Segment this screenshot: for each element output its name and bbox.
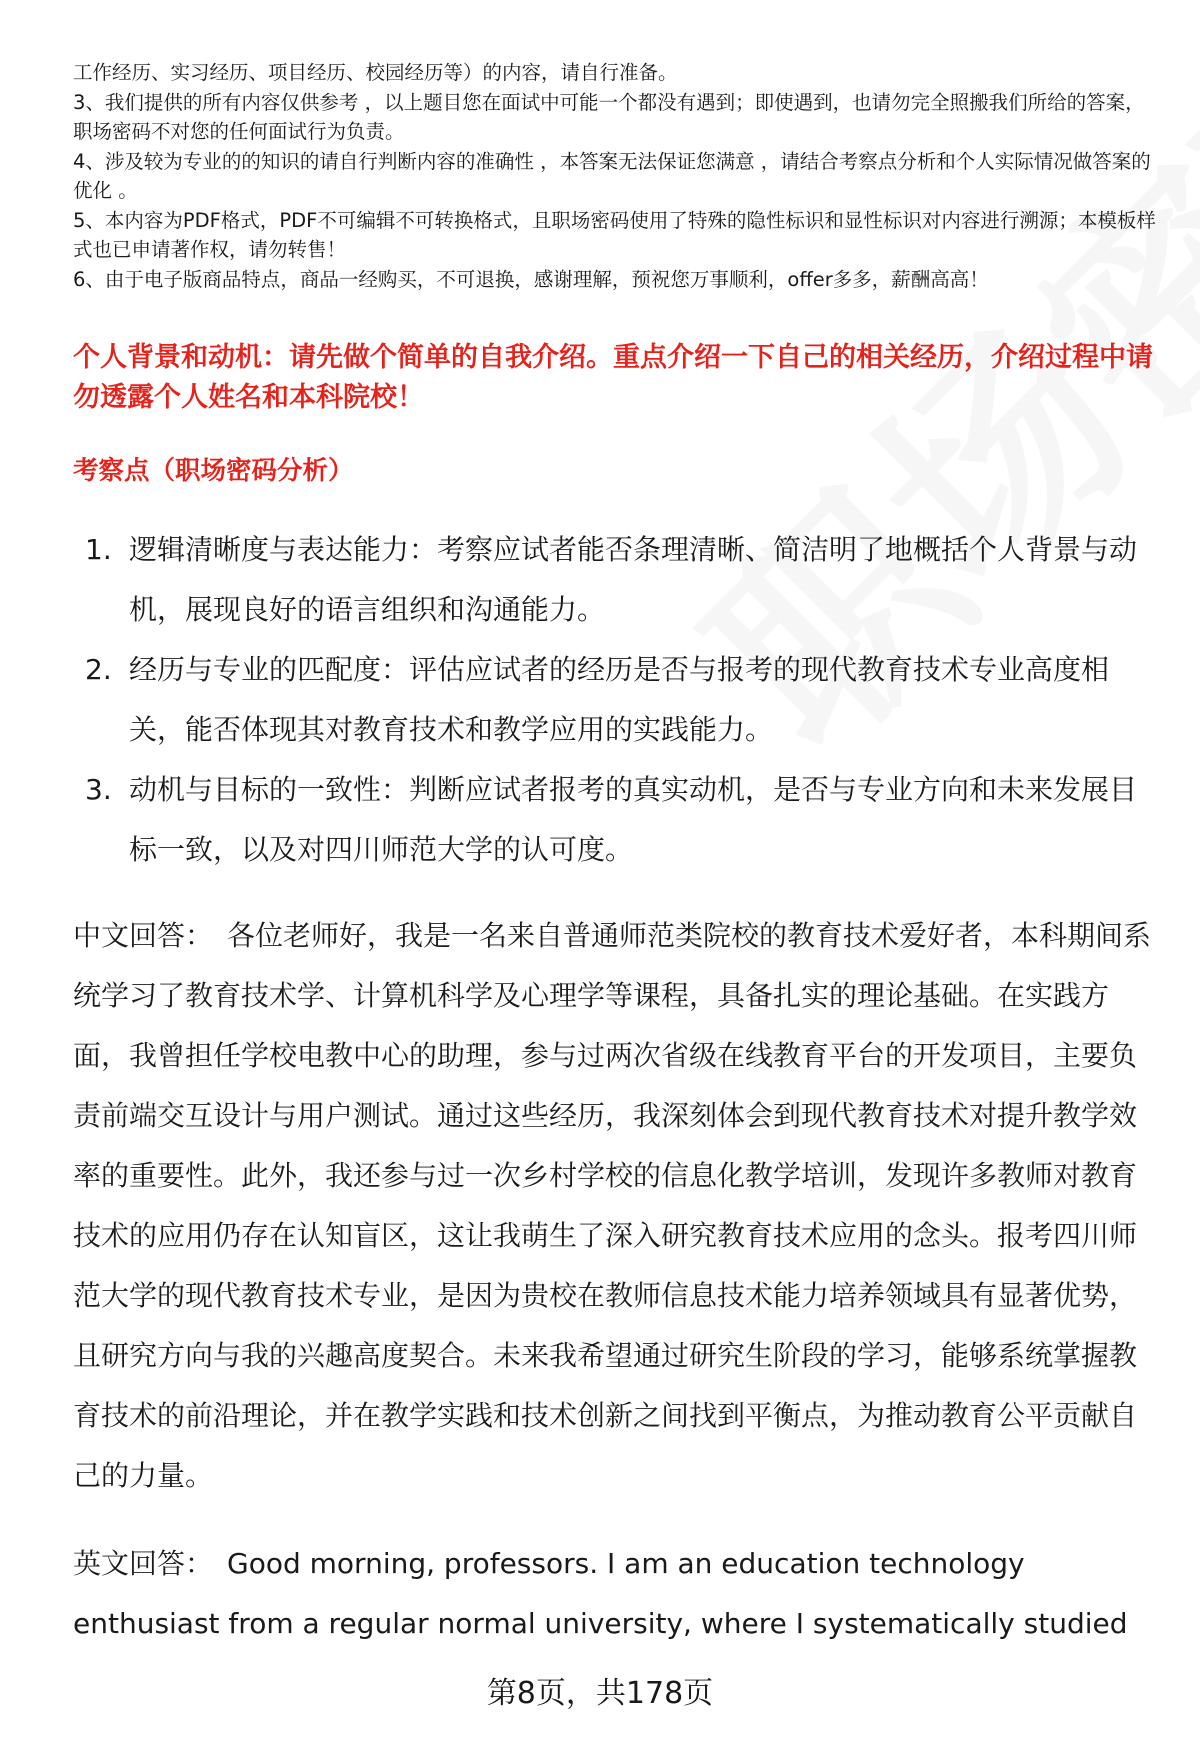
notice-item: 6、由于电子版商品特点，商品一经购买，不可退换，感谢理解，预祝您万事顺利，offer多多，薪酬高高！: [73, 267, 989, 291]
notice-item: 5、本内容为PDF格式，PDF不可编辑不可转换格式，且职场密码使用了特殊的隐性标识和显性标识对内容进行溯源；本模板样式也已申请著作权，请勿转售！: [73, 208, 1156, 261]
chinese-answer: [73, 906, 1158, 1506]
english-answer-text: Good morning, professors. I am an education technology enthusiast from a regular normal university, where I systematically studied: [73, 1547, 1128, 1640]
point-text: 动机与目标的一致性：判断应试者报考的真实动机，是否与专业方向和未来发展目标一致，以及对四川师范大学的认可度。: [129, 773, 1138, 866]
notice-item: 工作经历、实习经历、项目经历、校园经历等）的内容，请自行准备。: [73, 61, 678, 84]
analysis-point: [85, 640, 1160, 760]
interview-question: 个人背景和动机：请先做个简单的自我介绍。重点介绍一下自己的相关经历，介绍过程中请勿透露个人姓名和本科院校！: [73, 342, 1153, 413]
chinese-answer-text: 各位老师好，我是一名来自普通师范类院校的教育技术爱好者，本科期间系统学习了教育技术学、计算机科学及心理学等课程，具备扎实的理论基础。在实践方面，我曾担任学校电教中心的助理，参与过两次省级在线教育平台的开发项目，主要负责前端交互设计与用户测试。通过这些经历，我深刻体会到现代教育技术对提升教学效率的重要性。此外，我还参与过一次乡村学校的信息化教学培训，发现许多教师对教育技术的应用仍存在认知盲区，这让我萌生了深入研究教育技术应用的念头。报考四川师范大学的现代教育技术专业，是因为贵校在教师信息技术能力培养领域具有显著优势，且研究方向与我的兴趣高度契合。未来我希望通过研究生阶段的学习，能够系统掌握教育技术的前沿理论，并在教学实践和技术创新之间找到平衡点，为推动教育公平贡献自己的力量。: [73, 919, 1152, 1492]
point-number: 3.: [85, 773, 112, 806]
notice-item: 4、涉及较为专业的的知识的请自行判断内容的准确性 ，本答案无法保证您满意 ，请结合考察点分析和个人实际情况做答案的优化 。: [73, 149, 1151, 202]
chinese-answer-label: 中文回答：: [73, 919, 214, 952]
analysis-point: [85, 520, 1160, 640]
point-number: 2.: [85, 653, 112, 686]
analysis-point: [85, 760, 1160, 880]
english-answer: [73, 1534, 1158, 1654]
notice-item: 3、我们提供的所有内容仅供参考 ，以上题目您在面试中可能一个都没有遇到；即使遇到，也请勿完全照搬我们所给的答案，职场密码不对您的任何面试行为负责。: [73, 90, 1145, 143]
point-text: 逻辑清晰度与表达能力：考察应试者能否条理清晰、简洁明了地概括个人背景与动机，展现良好的语言组织和沟通能力。: [129, 533, 1138, 626]
point-number: 1.: [85, 533, 112, 566]
analysis-heading: 考察点（职场密码分析）: [73, 456, 354, 486]
english-answer-label: 英文回答：: [73, 1547, 214, 1580]
notice-list: [73, 58, 1158, 294]
analysis-points: [85, 520, 1160, 880]
page-number: 第8页，共178页: [486, 1676, 714, 1711]
point-text: 经历与专业的匹配度：评估应试者的经历是否与报考的现代教育技术专业高度相关，能否体现其对教育技术和教学应用的实践能力。: [129, 653, 1110, 746]
